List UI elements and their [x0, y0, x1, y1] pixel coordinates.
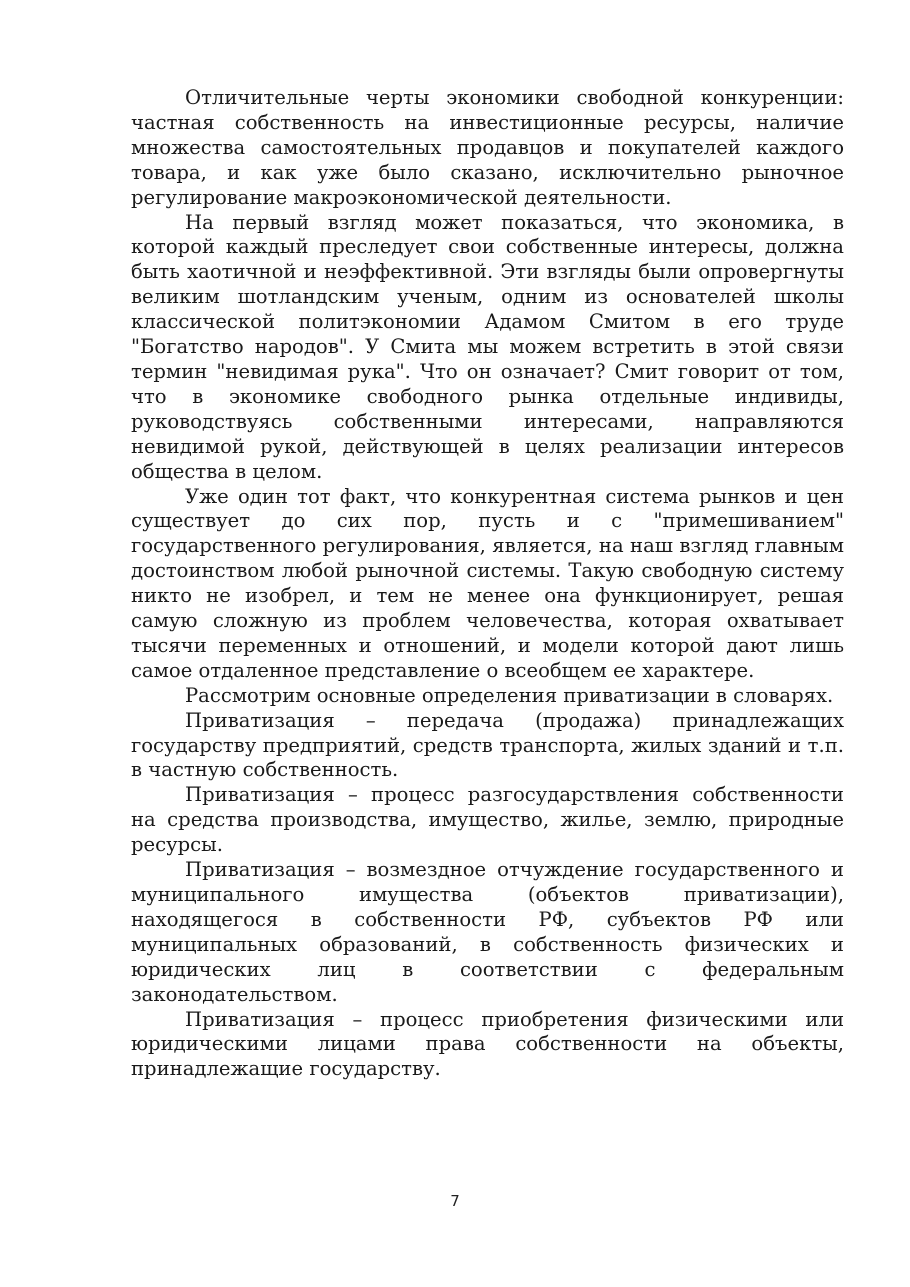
paragraph-invisible-hand: На первый взгляд может показаться, что экономика, в которой каждый преследует свои собственные интересы, должна быть хаотичной и неэффективной. Эти взгляды были опровергнуты великим шотландским ученым, одним из основателей школы классической политэкономии Адамом Смитом в его труде "Богатство народов". У Смита мы можем встретить в этой связи термин "невидимая рука". Что он означает? Смит говорит от том, что в экономике свободного рынка отдельные индивиды, руководствуясь собственными интересами, направляются невидимой рукой, действующей в целях реализации интересов общества в целом.	[131, 210, 844, 483]
document-body	[131, 86, 844, 1082]
paragraph-definitions-intro: Рассмотрим основные определения приватизации в словарях.	[185, 683, 834, 707]
page-number: 7	[450, 1192, 460, 1210]
paragraph-definition-2: Приватизация – процесс разгосударствления собственности на средства производства, имущество, жилье, землю, природные ресурсы.	[131, 783, 844, 857]
paragraph-definition-1: Приватизация – передача (продажа) принадлежащих государству предприятий, средств транспорта, жилых зданий и т.п. в частную собственность.	[131, 708, 844, 782]
paragraph-free-competition: Отличительные черты экономики свободной конкуренции: частная собственность на инвестиционные ресурсы, наличие множества самостоятельных продавцов и покупателей каждого товара, и как уже было сказано, исключительно рыночное регулирование макроэкономической деятельности.	[131, 86, 844, 209]
paragraph-market-system: Уже один тот факт, что конкурентная система рынков и цен существует до сих пор, пусть и с "примешиванием" государственного регулирования, является, на наш взгляд главным достоинством любой рыночной системы. Такую свободную систему никто не изобрел, и тем не менее она функционирует, решая самую сложную из проблем человечества, которая охватывает тысячи переменных и отношений, и модели которой дают лишь самое отдаленное представление о всеобщем ее характере.	[131, 484, 844, 682]
paragraph-definition-4: Приватизация – процесс приобретения физическими или юридическими лицами права собственности на объекты, принадлежащие государству.	[131, 1007, 844, 1081]
paragraph-definition-3: Приватизация – возмездное отчуждение государственного и муниципального имущества (объектов приватизации), находящегося в собственности РФ, субъектов РФ или муниципальных образований, в собственность физических и юридических лиц в соответствии с федеральным законодательством.	[131, 858, 844, 1006]
